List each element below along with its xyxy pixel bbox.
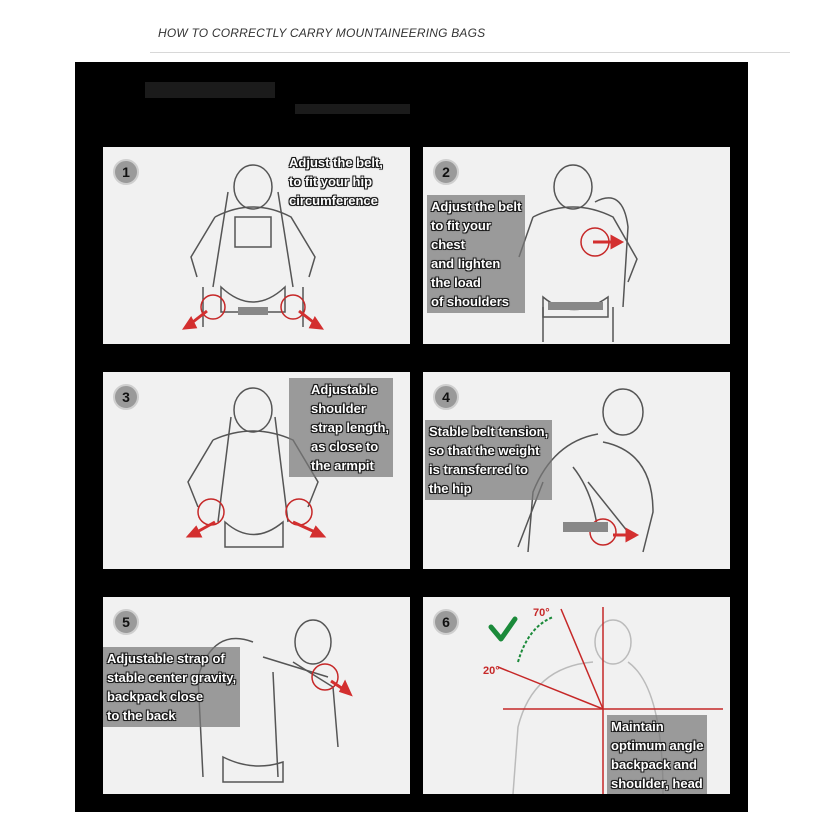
header-divider bbox=[150, 52, 790, 53]
step-number-badge: 3 bbox=[113, 384, 139, 410]
caption-line: backpack close bbox=[107, 689, 204, 704]
caption-line: as close to bbox=[311, 439, 379, 454]
caption-line: of shoulders bbox=[431, 294, 510, 309]
step-number-badge: 2 bbox=[433, 159, 459, 185]
step-caption bbox=[289, 153, 383, 210]
step-number-badge: 6 bbox=[433, 609, 459, 635]
caption-line: to the back bbox=[107, 708, 176, 723]
caption-line: Adjustable strap of bbox=[107, 651, 225, 666]
caption-line: Adjust the belt, bbox=[289, 155, 383, 170]
instruction-board bbox=[75, 62, 748, 812]
step-number-badge: 4 bbox=[433, 384, 459, 410]
caption-line: backpack and bbox=[611, 757, 697, 772]
step-panel-5 bbox=[103, 597, 410, 794]
caption-line: is transferred to bbox=[429, 462, 528, 477]
caption-line: Adjust the belt bbox=[431, 199, 522, 214]
step-number-badge: 1 bbox=[113, 159, 139, 185]
step-panel-4 bbox=[423, 372, 730, 569]
step-panel-3 bbox=[103, 372, 410, 569]
step-panel-2 bbox=[423, 147, 730, 344]
caption-line: Adjustable bbox=[311, 382, 378, 397]
caption-line: the hip bbox=[429, 481, 472, 496]
angle-label-upper: 70° bbox=[533, 607, 550, 619]
caption-line: and lighten bbox=[431, 256, 501, 271]
caption-line: Stable belt tension, bbox=[429, 424, 549, 439]
check-icon bbox=[491, 619, 515, 639]
step-caption bbox=[425, 420, 552, 500]
caption-line: so that the weight bbox=[429, 443, 540, 458]
blurred-heading bbox=[145, 82, 275, 98]
step-panel-6 bbox=[423, 597, 730, 794]
step-caption bbox=[427, 195, 525, 313]
caption-line: the armpit bbox=[311, 458, 374, 473]
caption-line: to fit your hip bbox=[289, 174, 373, 189]
step-caption bbox=[103, 647, 240, 727]
caption-line: shoulder bbox=[311, 401, 366, 416]
step-number-badge: 5 bbox=[113, 609, 139, 635]
caption-line: circumference bbox=[289, 193, 378, 208]
caption-line: stable center gravity, bbox=[107, 670, 237, 685]
angle-label-lower: 20° bbox=[483, 665, 500, 677]
page-title: HOW TO CORRECTLY CARRY MOUNTAINEERING BAGS bbox=[158, 26, 486, 40]
caption-line: optimum angle bbox=[611, 738, 704, 753]
step-panel-1 bbox=[103, 147, 410, 344]
blurred-subheading bbox=[295, 104, 410, 114]
step-caption bbox=[607, 715, 707, 794]
caption-line: Maintain bbox=[611, 719, 664, 734]
caption-line: the load bbox=[431, 275, 481, 290]
caption-line: shoulder, head bbox=[611, 776, 703, 791]
caption-line: to fit your bbox=[431, 218, 491, 233]
caption-line: chest bbox=[431, 237, 465, 252]
step-caption bbox=[289, 378, 393, 477]
caption-line: strap length, bbox=[311, 420, 390, 435]
